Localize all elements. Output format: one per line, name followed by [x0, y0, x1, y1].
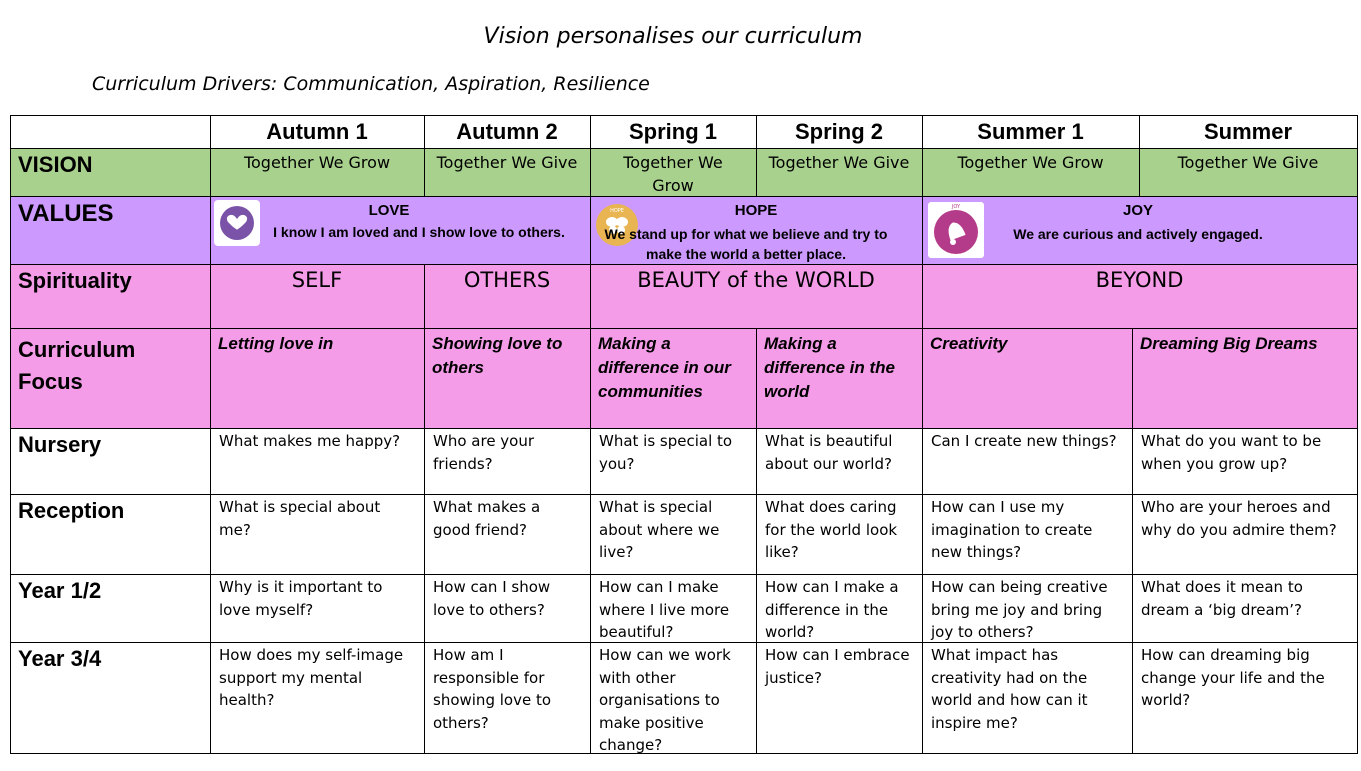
question-cell: Can I create new things?: [931, 432, 1117, 450]
question-cell: What makes me happy?: [219, 432, 401, 450]
bell-icon: [928, 202, 984, 258]
question-cell: How can we work with other organisations to make positive change?: [599, 646, 731, 753]
grid-line: [10, 494, 1358, 495]
vision-cell: Together We Grow: [957, 153, 1104, 172]
question-cell: How can I use my imagination to create new things?: [931, 498, 1093, 561]
focus-cell: Letting love in: [218, 334, 334, 353]
grid-line: [10, 196, 1358, 197]
column-header-autumn-2: Autumn 2: [456, 119, 558, 144]
grid-line: [10, 428, 1358, 429]
column-header-summer-1: Summer 1: [977, 119, 1084, 144]
question-cell: What is special about me?: [219, 498, 381, 539]
vision-cell: Together We Give: [1177, 153, 1319, 172]
grid-line: [1132, 328, 1133, 754]
spirituality-cell: SELF: [291, 268, 343, 292]
grid-line: [10, 753, 1358, 754]
focus-cell: Making a difference in the world: [764, 334, 895, 401]
row-header-nursery: Nursery: [18, 432, 102, 457]
row-header-year-1-2: Year 1/2: [18, 578, 102, 603]
grid-line: [10, 574, 1358, 575]
grid-line: [10, 148, 1358, 149]
question-cell: How can I make a difference in the world?: [765, 578, 899, 641]
row-header-reception: Reception: [18, 498, 125, 523]
focus-cell: Creativity: [930, 334, 1008, 353]
vision-cell: Together We Give: [436, 153, 578, 172]
question-cell: What does caring for the world look like?: [765, 498, 898, 561]
question-cell: What makes a good friend?: [433, 498, 541, 539]
focus-cell: Dreaming Big Dreams: [1140, 334, 1318, 353]
value-joy: [922, 196, 1357, 264]
grid-line: [756, 328, 757, 754]
column-header-spring-1: Spring 1: [628, 119, 717, 144]
grid-line: [424, 115, 425, 196]
grid-line: [424, 264, 425, 754]
grid-line: [10, 115, 11, 754]
grid-line: [1357, 115, 1358, 754]
value-title: JOY: [1122, 202, 1153, 219]
value-love: [210, 196, 590, 264]
row-header-year-3-4: Year 3/4: [18, 646, 102, 671]
question-cell: Who are your heroes and why do you admire them?: [1141, 498, 1337, 539]
curriculum-drivers: Curriculum Drivers: Communication, Aspiration, Resilience: [92, 73, 650, 95]
joy-icon-label: JOY: [951, 204, 961, 210]
question-cell: Who are your friends?: [433, 432, 535, 473]
row-header-vision: VISION: [18, 152, 93, 177]
grid-line: [10, 264, 1358, 265]
value-hope: [590, 196, 922, 264]
hope-icon-label: HOPE: [610, 208, 624, 214]
vision-cell: Together We Grow: [623, 153, 723, 195]
question-cell: What impact has creativity had on the world and how can it inspire me?: [931, 646, 1088, 732]
grid-line: [756, 115, 757, 196]
value-text: I know I am loved and I show love to others.: [273, 224, 565, 240]
row-header-spirituality: Spirituality: [18, 268, 132, 293]
question-cell: What does it mean to dream a ‘big dream’?: [1141, 578, 1303, 619]
vision-cell: Together We Grow: [243, 153, 391, 172]
focus-cell: Showing love to others: [432, 334, 563, 377]
question-cell: How am I responsible for showing love to others?: [433, 646, 552, 732]
grid-line: [10, 115, 1358, 116]
grid-line: [10, 642, 1358, 643]
focus-cell: Making a difference in our communities: [598, 334, 731, 401]
heart-hands-icon: [214, 200, 260, 246]
question-cell: How does my self-image support my mental health?: [219, 646, 404, 709]
question-cell: How can I show love to others?: [433, 578, 551, 619]
grid-line: [922, 115, 923, 754]
spirituality-cell: OTHERS: [463, 268, 551, 292]
question-cell: Why is it important to love myself?: [219, 578, 383, 619]
value-text: We are curious and actively engaged.: [1013, 226, 1263, 242]
grid-line: [590, 115, 591, 754]
grid-line: [210, 115, 211, 754]
question-cell: How can I embrace justice?: [765, 646, 910, 687]
row-header-values: VALUES: [18, 200, 114, 227]
question-cell: How can being creative bring me joy and bring joy to others?: [931, 578, 1108, 641]
vision-cell: Together We Give: [768, 153, 910, 172]
question-cell: What is special to you?: [599, 432, 733, 473]
column-header-autumn-1: Autumn 1: [266, 119, 368, 144]
question-cell: How can dreaming big change your life and the world?: [1141, 646, 1325, 709]
value-title: LOVE: [368, 202, 410, 219]
grid-line: [10, 328, 1358, 329]
grid-line: [1139, 115, 1140, 196]
question-cell: What is beautiful about our world?: [765, 432, 893, 473]
spirituality-cell: BEAUTY of the WORLD: [637, 268, 875, 292]
column-header-spring-2: Spring 2: [794, 119, 883, 144]
row-header-curriculum-focus: Curriculum Focus: [18, 337, 136, 394]
question-cell: What is special about where we live?: [599, 498, 720, 561]
question-cell: How can I make where I live more beautiful?: [599, 578, 730, 641]
question-cell: What do you want to be when you grow up?: [1141, 432, 1322, 473]
value-text: We stand up for what we believe and try to make the world a better place.: [604, 226, 888, 262]
spirituality-cell: BEYOND: [1095, 268, 1184, 292]
page-title: Vision personalises our curriculum: [483, 24, 863, 49]
value-title: HOPE: [734, 202, 778, 219]
column-header-summer: Summer: [1203, 119, 1293, 144]
